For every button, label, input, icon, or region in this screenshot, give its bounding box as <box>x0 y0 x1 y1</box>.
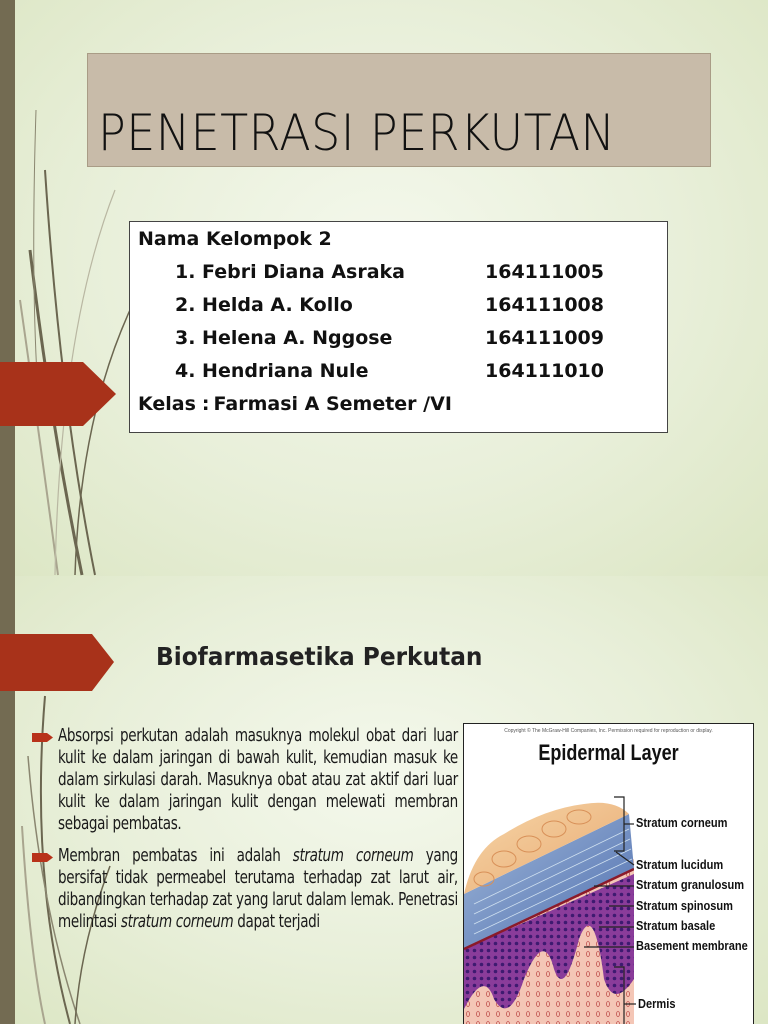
bullet-item <box>32 725 457 835</box>
group-heading: Nama Kelompok 2 <box>138 228 332 250</box>
member-id: 164111005 <box>485 261 604 283</box>
member-row <box>138 291 667 324</box>
title-box <box>87 53 711 167</box>
bullet-text-segment: Membran pembatas ini adalah <box>58 846 293 866</box>
bullet-text-segment: yang bersifat tidak permeabel terutama terhadap zat larut air, dibandingkan terhadap zat yang larut dalam lemak. Penetrasi melintasi <box>58 846 458 932</box>
member-name: 3. Helena A. Nggose <box>175 327 393 349</box>
group-info-box <box>129 221 668 433</box>
figure-copyright: Copyright © The McGraw-Hill Companies, Inc. Permission required for reproduction or display. <box>504 728 713 734</box>
figure-label: Stratum lucidum <box>636 857 724 872</box>
member-name: 2. Helda A. Kollo <box>175 294 353 316</box>
content-slide <box>0 576 768 1024</box>
slide-heading: Biofarmasetika Perkutan <box>156 642 483 671</box>
left-accent-bar <box>0 0 15 576</box>
figure-label: Stratum spinosum <box>636 898 734 913</box>
member-id: 164111008 <box>485 294 604 316</box>
member-row <box>138 324 667 357</box>
red-arrow-marker-icon <box>0 362 116 426</box>
figure-label: Stratum granulosum <box>636 877 745 892</box>
figure-label: Stratum corneum <box>636 815 728 830</box>
bullet-text-segment: dapat terjadi <box>233 912 320 932</box>
red-arrow-bullet-icon <box>32 852 54 863</box>
slide-title: PENETRASI PERKUTAN <box>98 104 616 162</box>
figure-leader-lines <box>464 724 754 1024</box>
member-row <box>138 258 667 291</box>
figure-label: Dermis <box>638 996 676 1011</box>
class-label: Kelas <box>138 393 196 415</box>
class-row <box>138 390 667 423</box>
bullet-text-segment: Absorpsi perkutan adalah masuknya molekul obat dari luar kulit ke dalam jaringan di bawah kulit, kemudian masuk ke dalam sirkulasi darah. Masuknya obat atau zat aktif dari luar kulit ke dalam jaringan kulit dengan melewati membran sebagai pembatas. <box>58 726 458 834</box>
figure-label: Basement membrane <box>636 938 748 953</box>
member-name: 4. Hendriana Nule <box>175 360 369 382</box>
epidermal-layer-figure <box>463 723 754 1024</box>
bullet-text <box>58 725 458 835</box>
bullet-text <box>58 845 458 933</box>
member-row <box>138 357 667 390</box>
member-id: 164111010 <box>485 360 604 382</box>
figure-label: Stratum basale <box>636 918 716 933</box>
italic-term: stratum corneum <box>120 912 234 932</box>
red-arrow-marker-icon <box>0 634 116 691</box>
italic-term: stratum corneum <box>292 846 414 866</box>
member-name: 1. Febri Diana Asraka <box>175 261 405 283</box>
class-separator: : <box>201 393 210 415</box>
member-id: 164111009 <box>485 327 604 349</box>
class-value: Farmasi A Semeter /VI <box>213 393 452 415</box>
figure-title: Epidermal Layer <box>538 740 679 765</box>
red-arrow-bullet-icon <box>32 732 54 743</box>
bullet-list <box>32 725 457 943</box>
bullet-item <box>32 845 457 933</box>
